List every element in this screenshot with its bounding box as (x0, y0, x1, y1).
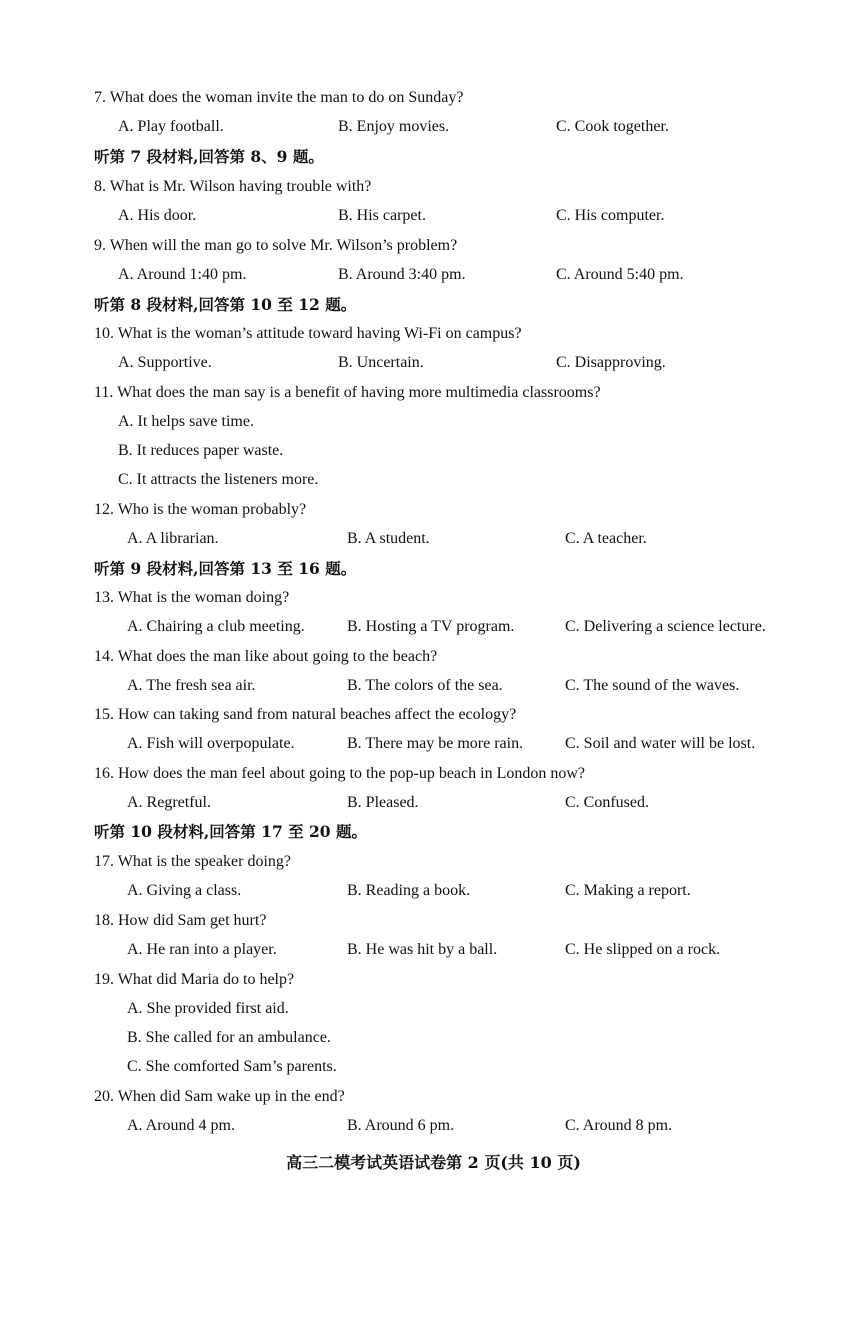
section-instruction: 听第 10 段材料,回答第 17 至 20 题。 (94, 822, 367, 841)
option-a: A. His door. (118, 207, 197, 224)
option-b: B. He was hit by a ball. (347, 941, 498, 958)
option-row (127, 881, 827, 901)
option-b: B. Uncertain. (338, 354, 424, 371)
option-line: A. She provided first aid. (127, 1000, 289, 1017)
question-text: 17. What is the speaker doing? (94, 853, 291, 870)
option-a: A. Regretful. (127, 794, 211, 811)
page-footer: 高三二模考试英语试卷第 2 页(共 10 页) (286, 1153, 581, 1172)
option-c: C. Making a report. (565, 882, 691, 899)
option-c: C. He slipped on a rock. (565, 941, 721, 958)
option-b: B. Pleased. (347, 794, 419, 811)
option-c: C. Around 8 pm. (565, 1117, 673, 1134)
option-b: B. Reading a book. (347, 882, 471, 899)
option-row (127, 1116, 827, 1136)
option-row (118, 206, 818, 226)
question-text: 18. How did Sam get hurt? (94, 912, 267, 929)
option-row (118, 353, 818, 373)
question-text: 19. What did Maria do to help? (94, 971, 295, 988)
option-row (118, 265, 818, 285)
option-c: C. Around 5:40 pm. (556, 266, 684, 283)
option-c: C. Cook together. (556, 118, 669, 135)
option-c: C. Soil and water will be lost. (565, 735, 756, 752)
option-b: B. A student. (347, 530, 430, 547)
option-line: C. It attracts the listeners more. (118, 471, 319, 488)
option-line: B. It reduces paper waste. (118, 442, 284, 459)
section-instruction: 听第 8 段材料,回答第 10 至 12 题。 (94, 295, 357, 314)
option-row (118, 117, 818, 137)
question-text: 13. What is the woman doing? (94, 589, 290, 606)
option-b: B. Hosting a TV program. (347, 618, 515, 635)
option-c: C. Confused. (565, 794, 649, 811)
question-text: 9. When will the man go to solve Mr. Wilson’s problem? (94, 237, 458, 254)
option-a: A. Chairing a club meeting. (127, 618, 305, 635)
option-a: A. Supportive. (118, 354, 212, 371)
option-a: A. The fresh sea air. (127, 677, 256, 694)
option-c: C. His computer. (556, 207, 665, 224)
option-row (127, 734, 827, 754)
option-b: B. Enjoy movies. (338, 118, 450, 135)
option-a: A. Giving a class. (127, 882, 242, 899)
question-text: 8. What is Mr. Wilson having trouble with? (94, 178, 372, 195)
question-text: 12. Who is the woman probably? (94, 501, 307, 518)
question-text: 16. How does the man feel about going to the pop-up beach in London now? (94, 765, 585, 782)
option-row (127, 617, 827, 637)
option-a: A. Around 4 pm. (127, 1117, 235, 1134)
option-a: A. Play football. (118, 118, 224, 135)
option-c: C. Delivering a science lecture. (565, 618, 766, 635)
question-text: 20. When did Sam wake up in the end? (94, 1088, 345, 1105)
option-line: C. She comforted Sam’s parents. (127, 1058, 337, 1075)
question-text: 10. What is the woman’s attitude toward having Wi-Fi on campus? (94, 325, 522, 342)
option-c: C. The sound of the waves. (565, 677, 740, 694)
option-b: B. Around 6 pm. (347, 1117, 455, 1134)
option-row (127, 676, 827, 696)
option-c: C. A teacher. (565, 530, 647, 547)
option-row (127, 793, 827, 813)
option-b: B. There may be more rain. (347, 735, 524, 752)
question-text: 14. What does the man like about going to the beach? (94, 648, 438, 665)
section-instruction: 听第 7 段材料,回答第 8、9 题。 (94, 147, 324, 166)
option-row (127, 529, 827, 549)
option-row (127, 940, 827, 960)
question-text: 7. What does the woman invite the man to do on Sunday? (94, 89, 464, 106)
option-a: A. Around 1:40 pm. (118, 266, 247, 283)
option-line: A. It helps save time. (118, 413, 254, 430)
option-a: A. Fish will overpopulate. (127, 735, 295, 752)
option-a: A. He ran into a player. (127, 941, 277, 958)
option-c: C. Disapproving. (556, 354, 666, 371)
option-b: B. His carpet. (338, 207, 426, 224)
section-instruction: 听第 9 段材料,回答第 13 至 16 题。 (94, 559, 357, 578)
option-b: B. The colors of the sea. (347, 677, 503, 694)
question-text: 15. How can taking sand from natural beaches affect the ecology? (94, 706, 517, 723)
question-text: 11. What does the man say is a benefit of having more multimedia classrooms? (94, 384, 601, 401)
option-b: B. Around 3:40 pm. (338, 266, 466, 283)
option-a: A. A librarian. (127, 530, 219, 547)
option-line: B. She called for an ambulance. (127, 1029, 331, 1046)
